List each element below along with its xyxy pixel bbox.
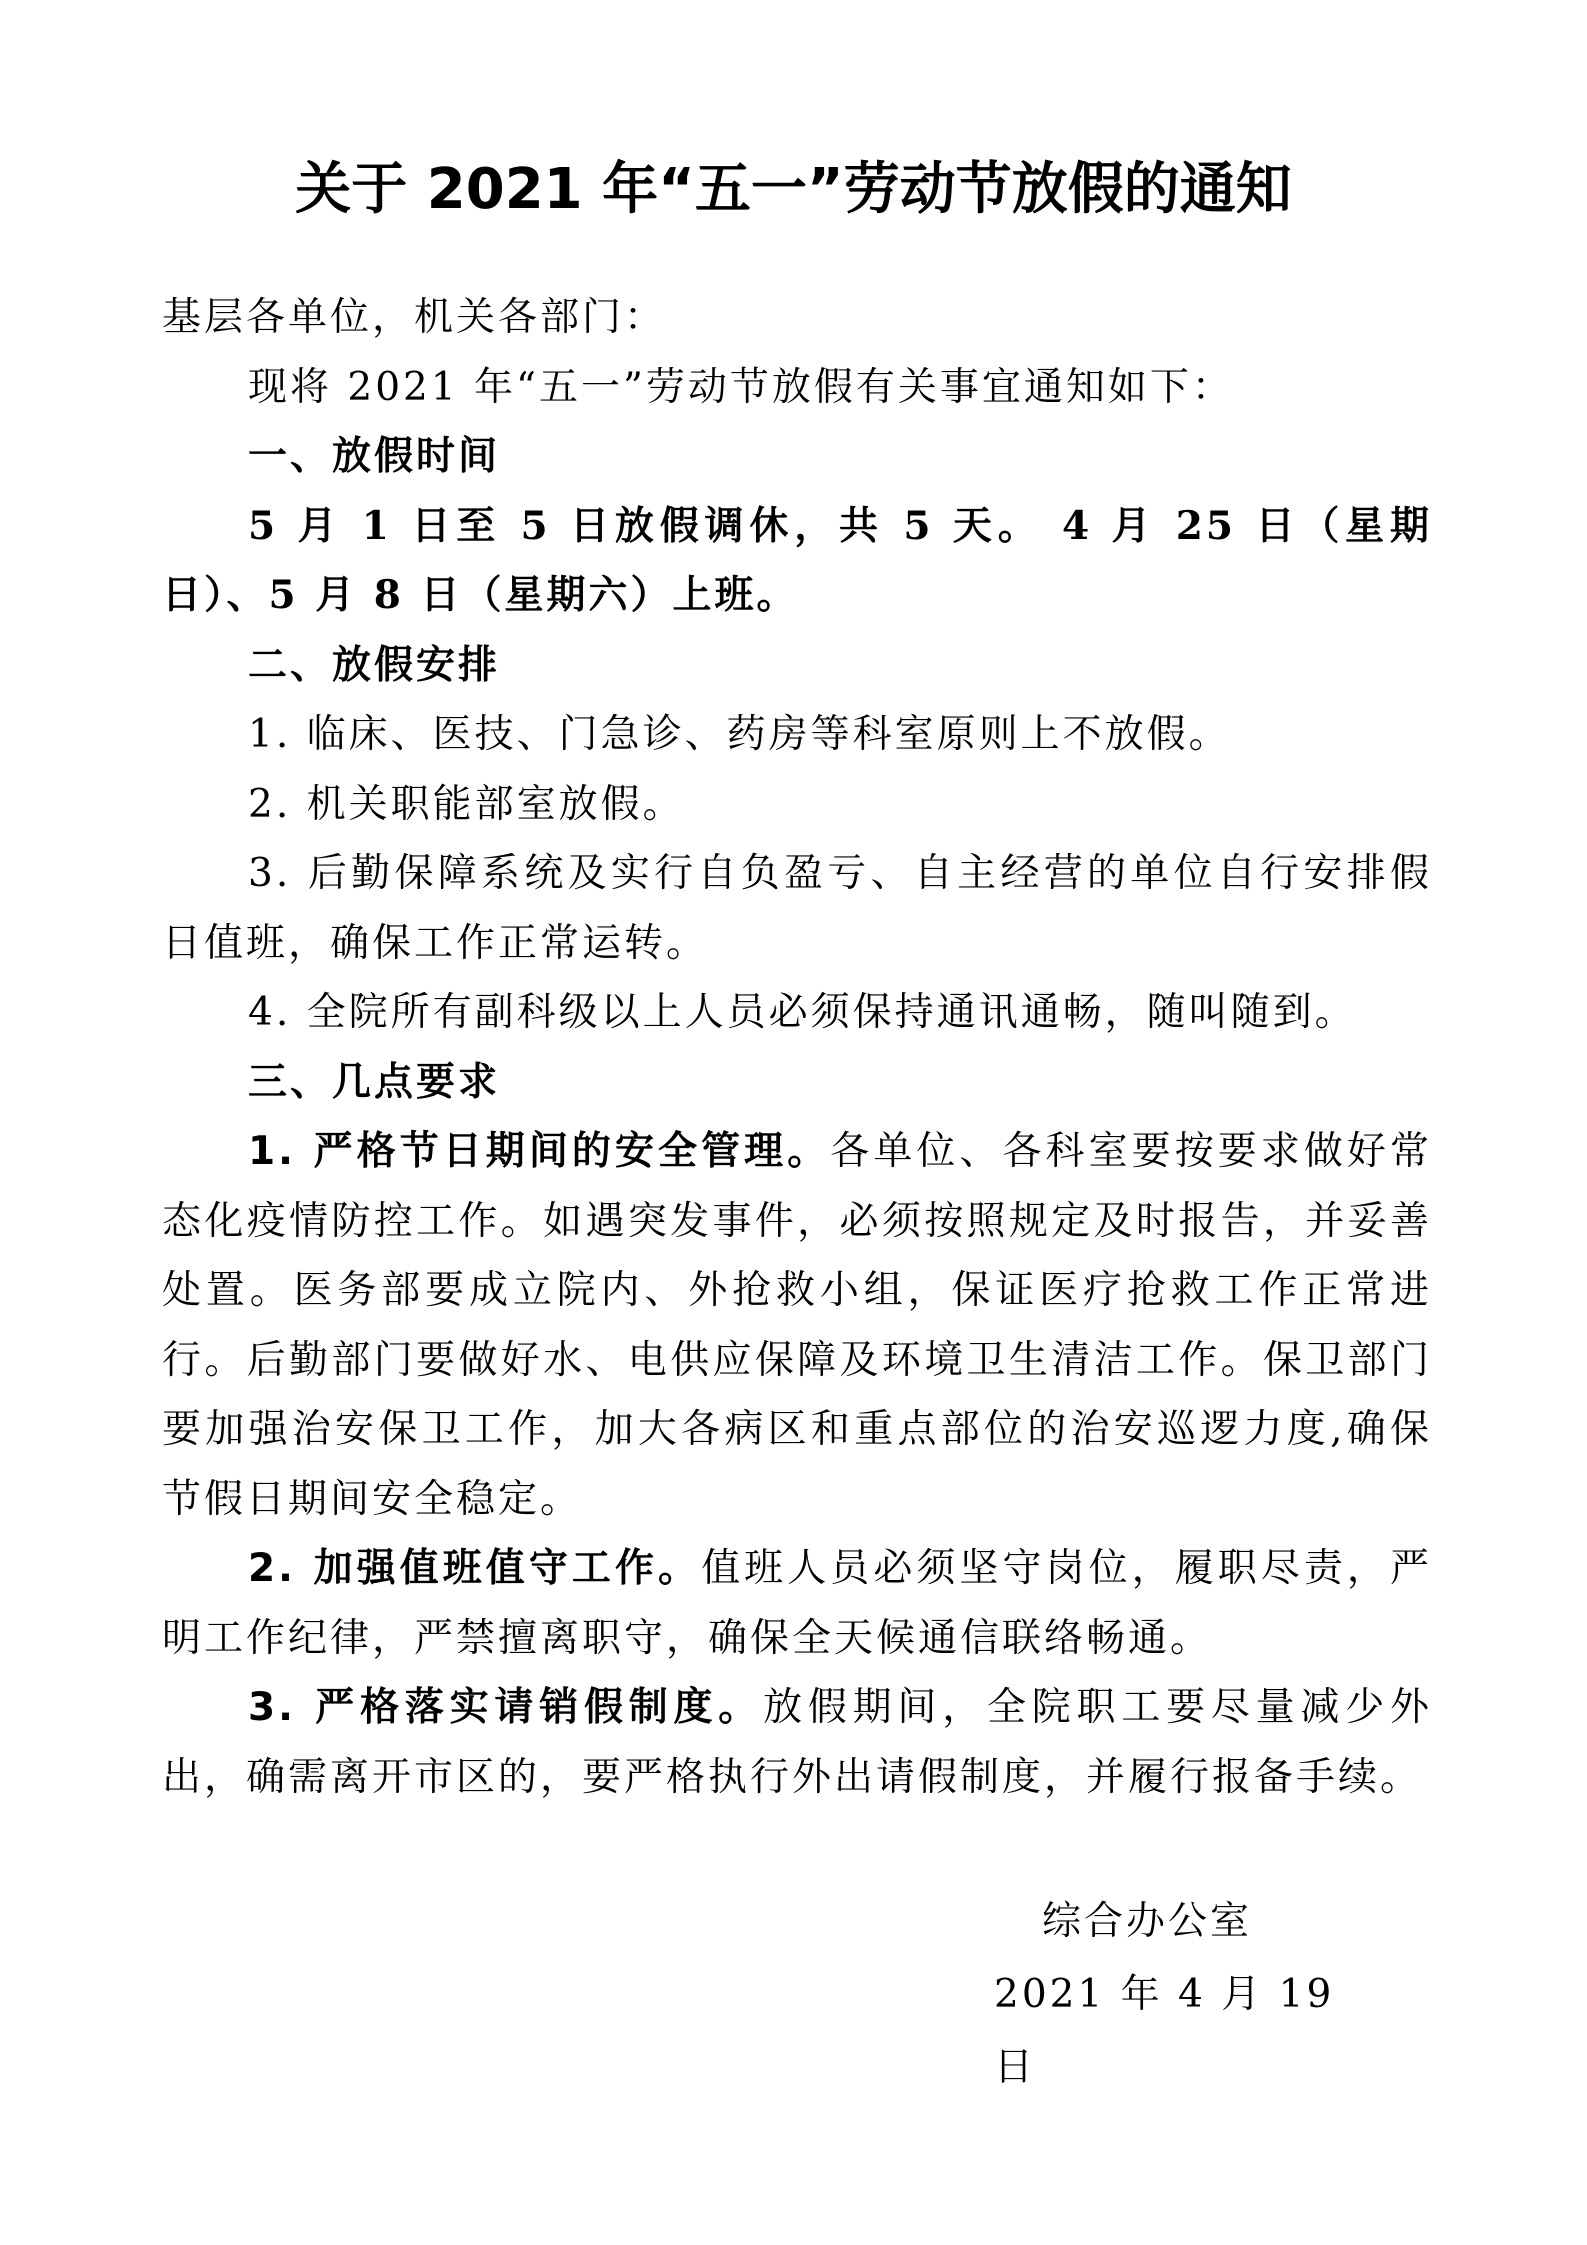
section-2-item-4: 4. 全院所有副科级以上人员必须保持通讯通畅，随叫随到。 — [248, 990, 1357, 1035]
item-lead: 2. 加强值班值守工作。 — [248, 1546, 702, 1591]
section-heading-3: 三、几点要求 — [248, 1059, 501, 1105]
section-2-item-3: 3. 后勤保障系统及实行自负盈亏、自主经营的单位自行安排假日值班，确保工作正常运转。 — [162, 851, 1432, 966]
section-3-item-1 — [162, 1117, 1432, 1534]
salutation: 基层各单位，机关各部门： — [162, 295, 667, 340]
section-2-item-1: 1. 临床、医技、门急诊、药房等科室原则上不放假。 — [248, 712, 1231, 757]
item-text: 各单位、各科室要按要求做好常态化疫情防控工作。如遇突发事件，必须按照规定及时报告，并妥善处置。医务部要成立院内、外抢救小组，保证医疗抢救工作正常进行。后勤部门要做好水、电供应保障及环境卫生清洁工作。保卫部门要加强治安保卫工作，加大各病区和重点部位的治安巡逻力度,确保节假日期间安全稳定。 — [162, 1129, 1432, 1522]
document-title: 关于 2021 年“五一”劳动节放假的通知 — [295, 157, 1292, 222]
section-1-paragraph-1: 5 月 1 日至 5 日放假调休，共 5 天。 4 月 25 日（星期日）、5 月 8 日（星期六）上班。 — [162, 502, 1432, 618]
section-3-item-2 — [162, 1534, 1432, 1673]
signature-block — [960, 1885, 1360, 2104]
section-3-item-3 — [162, 1673, 1432, 1812]
document-body — [162, 283, 1432, 1812]
item-lead: 3. 严格落实请销假制度。 — [248, 1685, 764, 1730]
section-heading-1: 一、放假时间 — [248, 434, 501, 479]
item-text: 放假期间，全院职工要尽量减少外出，确需离开市区的，要严格执行外出请假制度，并履行报备手续。 — [162, 1685, 1432, 1800]
item-text: 值班人员必须坚守岗位，履职尽责，严明工作纪律，严禁擅离职守，确保全天候通信联络畅通。 — [162, 1546, 1432, 1661]
signature-organization: 综合办公室 — [1042, 1899, 1253, 1944]
section-heading-2: 二、放假安排 — [248, 642, 501, 688]
item-lead: 1. 严格节日期间的安全管理。 — [248, 1129, 831, 1174]
intro-paragraph: 现将 2021 年“五一”劳动节放假有关事宜通知如下： — [248, 364, 1234, 410]
section-2-item-2: 2. 机关职能部室放假。 — [248, 781, 685, 827]
signature-date: 2021 年 4 月 19 日 — [994, 1972, 1335, 2090]
